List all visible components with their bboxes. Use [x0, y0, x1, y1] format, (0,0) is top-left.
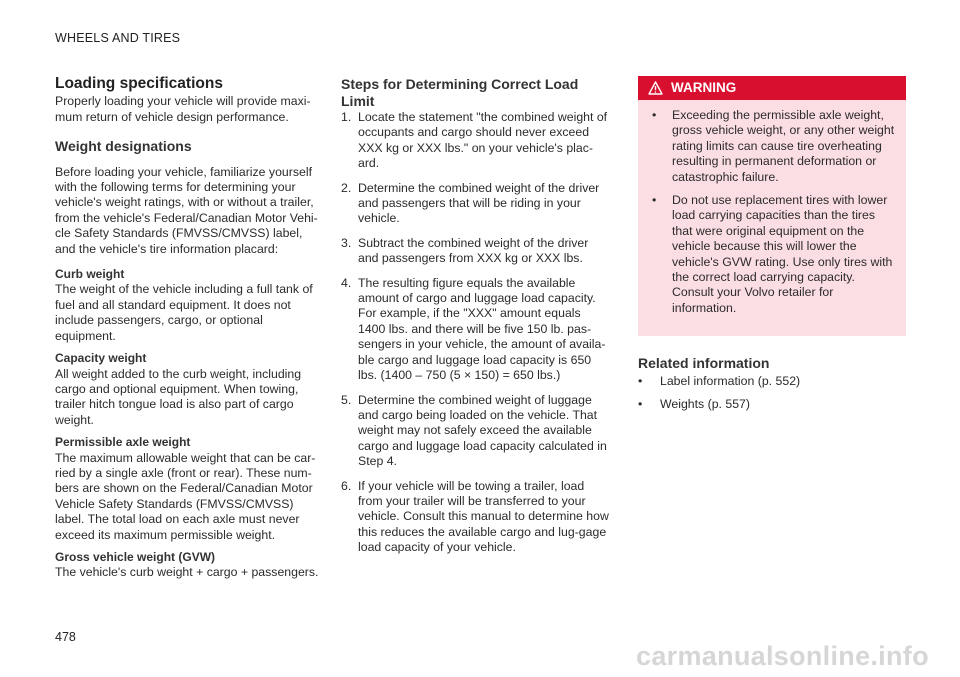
page-header: WHEELS AND TIRES — [55, 31, 181, 45]
step-number: 3. — [341, 235, 352, 250]
warning-body — [638, 100, 906, 316]
term-desc-gross-vehicle-weight: The vehicle's curb weight + cargo + passengers. — [55, 565, 319, 580]
step-text: Determine the combined weight of luggage and cargo being loaded on the vehicle. That weight may not safely exceed the available cargo and luggage load capacity calculated in Step 4. — [358, 392, 607, 469]
page-number: 478 — [55, 630, 76, 644]
warning-text: Do not use replacement tires with lower load carrying capacities than the tires that were original equipment on the vehicle because this will lower the vehicle's GVW rating. Use only tires with the correct load carrying capacity. Consult your Volvo retailer for information. — [672, 193, 893, 315]
related-link-text[interactable]: Label information (p. 552) — [660, 373, 801, 388]
warning-triangle-icon — [648, 81, 663, 95]
list-item — [341, 110, 611, 172]
bullet-dot: • — [638, 373, 643, 388]
related-link-label-information[interactable] — [638, 374, 906, 389]
steps-list — [341, 110, 611, 556]
term-permissible-axle-weight: Permissible axle weight — [55, 435, 191, 450]
step-number: 6. — [341, 478, 352, 493]
step-number: 4. — [341, 275, 352, 290]
watermark: carmanualsonline.info — [636, 641, 929, 671]
warning-text: Exceeding the permissible axle weight, gross vehicle weight, or any other weight rating limits can cause tire overheating resulting in permanent deformation or catastrophic failure. — [672, 108, 895, 184]
list-item — [341, 393, 611, 470]
bullet-dot: • — [652, 193, 657, 208]
section-title: Loading specifications — [55, 75, 223, 92]
column-loading-specifications — [55, 76, 320, 588]
intro-paragraph: Properly loading your vehicle will provide maxi-mum return of vehicle design performance. — [55, 94, 311, 124]
list-item — [341, 181, 611, 227]
bullet-dot: • — [638, 397, 643, 412]
list-item — [341, 276, 611, 384]
term-desc-curb-weight: The weight of the vehicle including a full tank of fuel and all standard equipment. It does not include passengers, cargo, or optional equipment. — [55, 282, 313, 343]
step-text: If your vehicle will be towing a trailer, load from your trailer will be transferred to your vehicle. Consult this manual to determine how this reduces the available cargo and lug-gage load capacity of your vehicle. — [358, 478, 609, 555]
step-number: 5. — [341, 392, 352, 407]
term-gross-vehicle-weight: Gross vehicle weight (GVW) — [55, 549, 216, 564]
list-item — [341, 236, 611, 267]
related-link-text[interactable]: Weights (p. 557) — [660, 397, 750, 412]
step-text: Locate the statement "the combined weight of occupants and cargo should never exceed XXX kg or XXX lbs." on your vehicle's plac-ard. — [358, 110, 608, 171]
list-item — [644, 108, 896, 185]
term-curb-weight: Curb weight — [55, 267, 125, 282]
weight-designations-heading: Weight designations — [55, 138, 192, 155]
column-load-limit-steps — [341, 76, 611, 565]
related-heading: Related information — [638, 355, 770, 372]
bullet-dot: • — [652, 108, 657, 122]
weight-designations-paragraph: Before loading your vehicle, familiarize yourself with the following terms for determining your vehicle's weight ratings, with or without a trailer, from the vehicle's Federal/Canadian Motor Vehi-cle Safety Standards (FMVSS/CMVSS) label, and the vehicle's tire information placard: — [55, 164, 318, 256]
step-number: 1. — [341, 110, 352, 124]
term-desc-capacity-weight: All weight added to the curb weight, including cargo and optional equipment. When towing, trailer hitch tongue load is also part of cargo weight. — [55, 366, 302, 427]
column-warning-related — [638, 76, 906, 421]
term-capacity-weight: Capacity weight — [55, 351, 147, 366]
steps-heading: Steps for Determining Correct Load Limit — [341, 76, 579, 109]
step-number: 2. — [341, 180, 352, 195]
step-text: The resulting figure equals the available amount of cargo and luggage load capacity. For example, if the "XXX" amount equals 1400 lbs. and there will be five 150 lb. pas-sengers in your vehicle, the amount of availa-ble cargo and luggage load capacity is 650 lbs. (1400 – 750 (5 × 150) = 650 lbs.) — [358, 275, 606, 383]
list-item — [644, 193, 896, 316]
related-information — [638, 356, 906, 412]
step-text: Subtract the combined weight of the driver and passengers from XXX kg or XXX lbs. — [358, 235, 589, 266]
term-desc-permissible-axle-weight: The maximum allowable weight that can be car-ried by a single axle (front or rear). These num-bers are shown on the Federal/Canadian Motor Vehicle Safety Standards (FMVSS/CMVSS) label. The total load on each axle must never exceed its maximum permissible weight. — [55, 450, 316, 542]
warning-header — [638, 76, 906, 100]
list-item — [341, 479, 611, 556]
step-text: Determine the combined weight of the driver and passengers that will be riding in your vehicle. — [358, 180, 600, 226]
warning-title: WARNING — [671, 80, 737, 96]
warning-box — [638, 76, 906, 336]
related-link-weights[interactable] — [638, 397, 906, 412]
